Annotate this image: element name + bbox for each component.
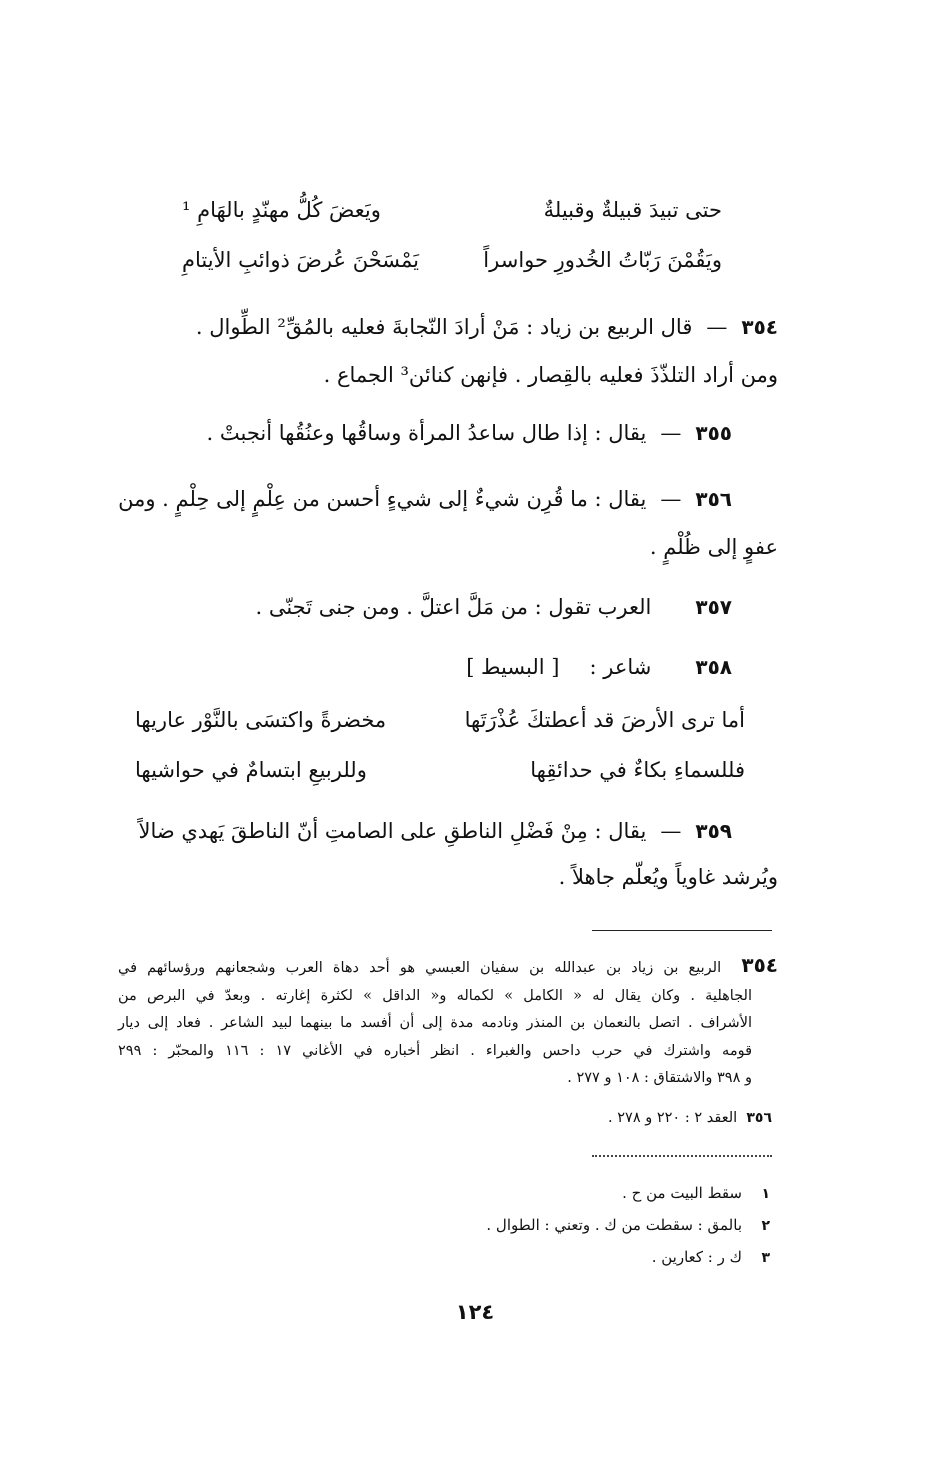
entry-number: ٣٥٩ (695, 819, 732, 843)
footnote-line (118, 1010, 778, 1038)
footnote-text: الربيع بن زياد بن عبدالله بن سفيان العبسي هو أحد دهاة العرب وشجعانهم ورؤسائهم في (118, 960, 722, 976)
note-number: ٢ (761, 1218, 770, 1234)
entry-357 (255, 592, 732, 622)
apparatus-note (622, 1178, 770, 1209)
meter-label: [ البسيط ] (466, 655, 560, 679)
note-number: ١ (761, 1186, 770, 1202)
verse-second-hemistich: ويَعضَ كُلُّ مهنّدٍ بالهَامِ ¹ (182, 198, 381, 222)
entry-number: ٣٥٥ (695, 421, 732, 445)
entry-text: قال الربيع بن زياد : مَنْ أرادَ النّجابةَ فعليه بالمُقِّ² الطِّوال . (195, 315, 693, 339)
footnote-number: ٣٥٦ (746, 1110, 772, 1126)
verse-first-hemistich: فللسماءِ بكاءٌ في حدائقِها (530, 758, 745, 782)
footnote-text: و ٣٩٨ والاشتقاق : ١٠٨ و ٢٧٧ . (567, 1070, 752, 1086)
footnote-line (118, 1038, 778, 1066)
entry-359 (138, 816, 732, 846)
note-text: سقط البيت من ح . (622, 1184, 742, 1202)
note-text: ك ر : كعارين . (651, 1248, 742, 1266)
footnote-line (118, 1065, 778, 1093)
entry-number: ٣٥٦ (695, 487, 732, 511)
entry-number: ٣٥٤ (741, 315, 778, 339)
entry-text: يقال : إذا طال ساعدُ المرأة وساقُها وعنُقُها أنجبتْ . (206, 421, 647, 445)
entry-dash: — (660, 421, 682, 445)
entry-text: يقال : ما قُرِن شيءٌ إلى شيءٍ أحسن من عِلْمٍ إلى حِلْمٍ . ومن (118, 487, 647, 511)
entry-354 (196, 312, 778, 342)
apparatus-note (652, 1242, 770, 1273)
footnote-356 (608, 1105, 772, 1132)
entry-number: ٣٥٧ (695, 595, 732, 619)
verse-second-hemistich: مخضرةً واكتسَى بالنَّوْر عاريها (135, 708, 387, 732)
entry-355 (207, 418, 732, 448)
verse-second-hemistich: وللربيعِ ابتسامٌ في حواشيها (135, 758, 367, 782)
footnote-354 (118, 952, 778, 1093)
entry-number: ٣٥٨ (695, 655, 732, 679)
verse-first-hemistich: حتى تبيدَ قبيلةٌ وقبيلةٌ (543, 198, 722, 222)
footnote-text: الجاهلية . وكان يقال له « الكامل » لكماله و« الداقل » لكثرة إغارته . وبعدّ في البرص من (118, 987, 752, 1004)
entry-dash: — (660, 487, 682, 511)
verse-second-hemistich: يَمْسَحْنَ عُرضَ ذوائبِ الأيتامِ (182, 248, 419, 272)
footnote-text: الأشراف . اتصل بالنعمان بن المنذر ونادمه مدة إلى أن أفسد ما بينهما لبيد الشاعر . فعاد إلى ديار (118, 1015, 752, 1031)
entry-359-continuation: ويُرشد غاوياً ويُعلّم جاهلاً . (558, 865, 778, 889)
entry-dash: — (660, 819, 682, 843)
footnote-line (118, 952, 778, 983)
footnote-text: العقد ٢ : ٢٢٠ و ٢٧٨ . (608, 1110, 738, 1126)
note-number: ٣ (761, 1250, 770, 1266)
verse-line (182, 195, 722, 225)
footnote-number: ٣٥٤ (741, 953, 779, 977)
entry-text: شاعر : (589, 655, 652, 679)
notes-separator (592, 1155, 772, 1157)
entry-354-continuation: ومن أراد التلذّذَ فعليه بالقِصار . فإنهن كنائن³ الجماع . (323, 363, 778, 387)
entry-text: يقال : مِنْ فَضْلِ الناطقِ على الصامتِ أنّ الناطقَ يَهدي ضالاً (138, 819, 647, 843)
footnote-line (118, 983, 778, 1011)
verse-line (135, 705, 745, 735)
entry-358 (466, 652, 732, 682)
verse-line (135, 755, 745, 785)
entry-dash: — (706, 315, 728, 339)
note-text: بالمق : سقطت من ك . وتعني : الطوال . (486, 1216, 742, 1234)
verse-first-hemistich: ويَقُمْنَ رَبّاتُ الخُدورِ حواسراً (483, 248, 722, 272)
verse-line (182, 245, 722, 275)
verse-first-hemistich: أما ترى الأرضَ قد أعطتكَ عُذْرَتَها (464, 708, 745, 732)
entry-text: العرب تقول : من مَلَّ اعتلَّ . ومن جنى تَجنّى . (255, 595, 652, 619)
page-number: ١٢٤ (455, 1300, 495, 1324)
footnote-separator (592, 930, 772, 931)
entry-356-continuation: عفوٍ إلى ظُلْمٍ . (649, 535, 778, 559)
apparatus-note (486, 1210, 770, 1241)
entry-356 (118, 484, 732, 514)
footnote-text: قومه واشترك في حرب داحس والغبراء . انظر أخباره في الأغاني ١٧ : ١١٦ والمحبّر : ٢٩٩ (118, 1042, 753, 1059)
